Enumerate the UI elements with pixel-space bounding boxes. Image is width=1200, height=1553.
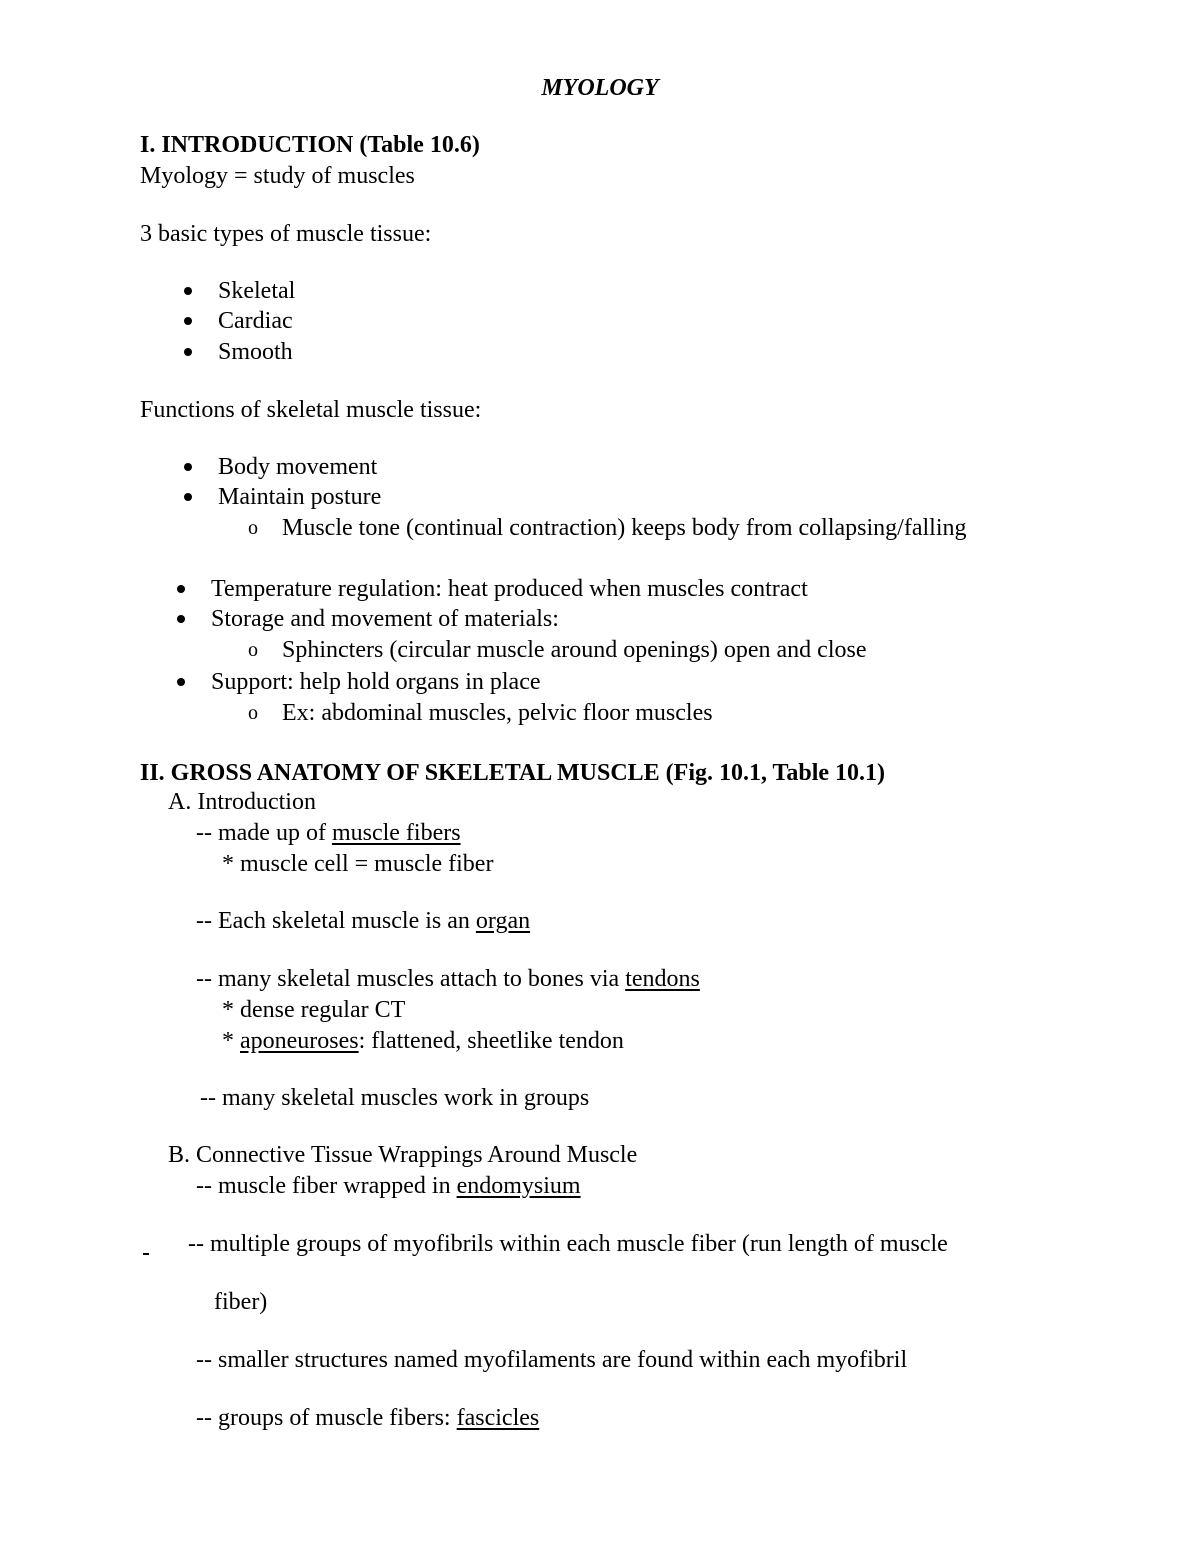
sub-bullet-icon: o: [248, 639, 258, 661]
a-item-4: -- many skeletal muscles work in groups: [200, 1085, 590, 1111]
function-item: Body movement: [218, 454, 378, 480]
section-2-heading: II. GROSS ANATOMY OF SKELETAL MUSCLE (Fig. 10.1, Table 10.1): [140, 760, 886, 786]
a-note: * dense regular CT: [222, 997, 406, 1023]
a-item-2: -- Each skeletal muscle is an organ: [196, 908, 531, 934]
a-item-3: -- many skeletal muscles attach to bones via tendons: [196, 966, 700, 992]
term-tendons: tendons: [625, 966, 700, 992]
b-item-2-continued: fiber): [214, 1289, 268, 1315]
types-intro: 3 basic types of muscle tissue:: [140, 221, 432, 247]
term-muscle-fibers: muscle fibers: [331, 820, 461, 846]
subsection-b-heading: B. Connective Tissue Wrappings Around Muscle: [168, 1142, 638, 1168]
type-item: Smooth: [218, 339, 293, 365]
function-subitem: Sphincters (circular muscle around openings) open and close: [282, 637, 867, 663]
function-item: Temperature regulation: heat produced when muscles contract: [211, 576, 808, 602]
bullet-icon: [177, 615, 185, 623]
margin-mark: [143, 1253, 149, 1255]
page-title: MYOLOGY: [541, 75, 659, 101]
b-item-3: -- smaller structures named myofilaments are found within each myofibril: [196, 1347, 908, 1373]
sub-bullet-icon: o: [248, 702, 258, 724]
term-fascicles: fascicles: [456, 1405, 540, 1431]
bullet-icon: [177, 678, 185, 686]
a-note: * aponeuroses: flattened, sheetlike tendon: [222, 1028, 624, 1054]
myology-definition: Myology = study of muscles: [140, 163, 415, 189]
bullet-icon: [177, 585, 185, 593]
bullet-icon: [184, 493, 192, 501]
subsection-a-heading: A. Introduction: [168, 789, 316, 815]
b-item-2: -- multiple groups of myofibrils within each muscle fiber (run length of muscle: [188, 1231, 948, 1257]
bullet-icon: [184, 287, 192, 295]
function-item: Storage and movement of materials:: [211, 606, 559, 632]
term-endomysium: endomysium: [456, 1173, 581, 1199]
bullet-icon: [184, 348, 192, 356]
a-item-1: -- made up of muscle fibers: [196, 820, 461, 846]
a-note: * muscle cell = muscle fiber: [222, 851, 494, 877]
function-item: Support: help hold organs in place: [211, 669, 541, 695]
b-item-1: -- muscle fiber wrapped in endomysium: [196, 1173, 581, 1199]
section-1-heading: I. INTRODUCTION (Table 10.6): [140, 132, 480, 158]
type-item: Cardiac: [218, 308, 293, 334]
function-subitem: Ex: abdominal muscles, pelvic floor muscles: [282, 700, 713, 726]
functions-intro: Functions of skeletal muscle tissue:: [140, 397, 482, 423]
bullet-icon: [184, 463, 192, 471]
term-aponeuroses: aponeuroses: [240, 1028, 359, 1054]
function-subitem: Muscle tone (continual contraction) keeps body from collapsing/falling: [282, 515, 967, 541]
type-item: Skeletal: [218, 278, 296, 304]
term-organ: organ: [475, 908, 531, 934]
bullet-icon: [184, 317, 192, 325]
sub-bullet-icon: o: [248, 517, 258, 539]
function-item: Maintain posture: [218, 484, 382, 510]
b-item-4: -- groups of muscle fibers: fascicles: [196, 1405, 540, 1431]
